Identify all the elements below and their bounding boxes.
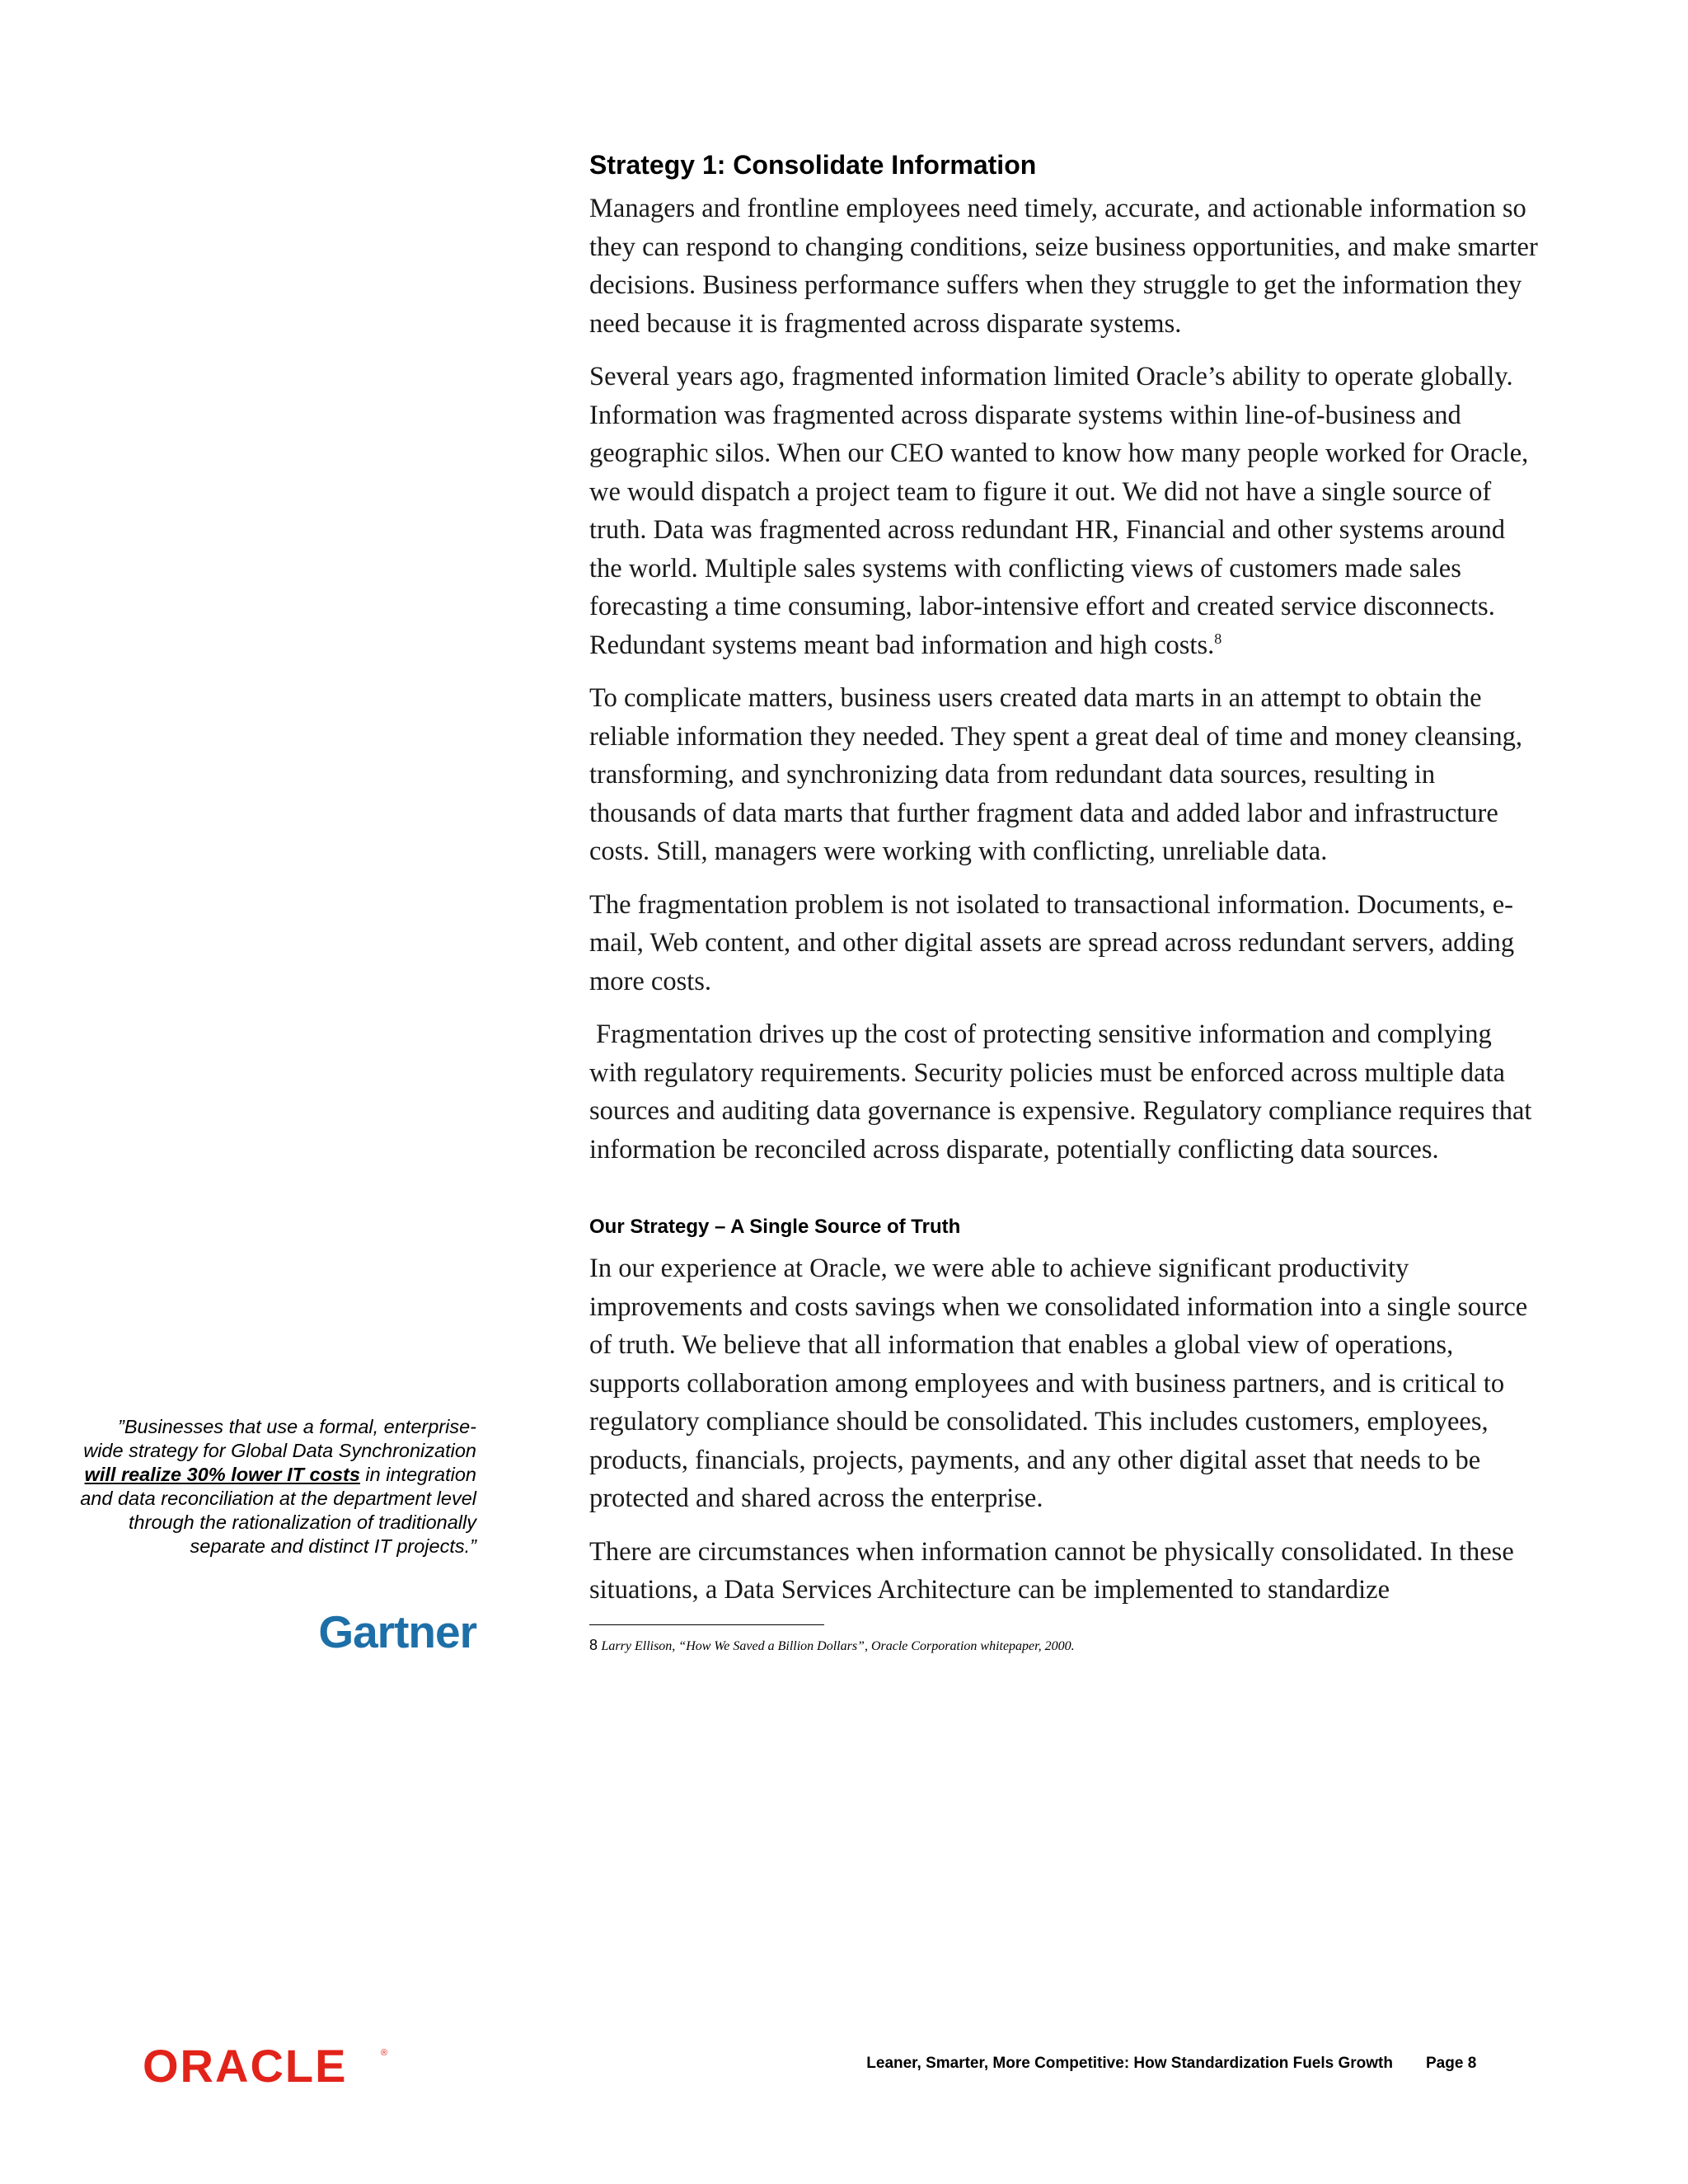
sidebar-quote: [78, 1415, 476, 1558]
quote-highlight: will realize 30% lower IT costs: [84, 1464, 360, 1485]
footer-title: Leaner, Smarter, More Competitive: How Standardization Fuels Growth: [866, 2055, 1393, 2072]
footnote-divider: [589, 1624, 824, 1625]
section-heading: Strategy 1: Consolidate Information: [589, 150, 1037, 180]
gartner-logo: Gartner: [318, 1606, 476, 1657]
paragraph: The fragmentation problem is not isolated to transactional information. Documents, e-mail, Web content, and other digital assets are spread across redundant servers, adding more costs.: [589, 889, 1515, 996]
quote-text-after: in integration and data reconciliation at the department level through the rationalization of traditionally separate and distinct IT projects.”: [80, 1464, 476, 1557]
main-column: [589, 148, 1541, 1654]
oracle-logo-text: ORACLE: [143, 2042, 348, 2092]
page-number: Page 8: [1426, 2055, 1477, 2072]
oracle-logo: [143, 2042, 390, 2092]
paragraph: To complicate matters, business users created data marts in an attempt to obtain the reliable information they needed. They spent a great deal of time and money cleansing, transforming, and synchronizing data from redundant data sources, resulting in thousands of data marts that further fragment data and added labor and infrastructure costs. Still, managers were working with conflicting, unreliable data.: [589, 683, 1522, 866]
paragraph: Managers and frontline employees need timely, accurate, and actionable information so they can respond to changing conditions, seize business opportunities, and make smarter decisions. Business performance suffers when they struggle to get the information they need because it is fragmented across disparate systems.: [589, 194, 1538, 339]
paragraph: In our experience at Oracle, we were able to achieve significant productivity improvements and costs savings when we consolidated information into a single source of truth. We believe that all information that enables a global view of operations, supports collaboration among employees and with business partners, and is critical to regulatory compliance should be consolidated. This includes customers, employees, products, financials, projects, payments, and any other digital asset that needs to be protected and shared across the enterprise.: [589, 1254, 1528, 1513]
paragraph: [589, 358, 1541, 664]
subsection-heading: Our Strategy – A Single Source of Truth: [589, 1216, 961, 1238]
paragraph: There are circumstances when information cannot be physically consolidated. In these situations, a Data Services Architecture can be implemented to standardize: [589, 1536, 1514, 1605]
footnote-number: 8: [589, 1636, 598, 1653]
section-gap: [589, 1183, 1541, 1215]
footnote-reference[interactable]: 8: [1214, 630, 1222, 647]
paragraph-text: Several years ago, fragmented information limited Oracle’s ability to operate globally. Information was fragmented across disparate systems within line-of-business and geographic silos. When our CEO wanted to know how many people worked for Oracle, we would dispatch a project team to figure it out. We did not have a single source of truth. Data was fragmented across redundant HR, Financial and other systems around the world. Multiple sales systems with conflicting views of customers made sales forecasting a time consuming, labor-intensive effort and created service disconnects. Redundant systems meant bad information and high costs.: [589, 362, 1529, 660]
quote-text-before: ”Businesses that use a formal, enterprise-wide strategy for Global Data Synchronization: [83, 1416, 476, 1461]
footnote: [589, 1637, 1541, 1654]
paragraph: Fragmentation drives up the cost of protecting sensitive information and complying with regulatory requirements. Security policies must be enforced across multiple data sources and auditing data governance is expensive. Regulatory compliance requires that information be reconciled across disparate, potentially conflicting data sources.: [589, 1019, 1532, 1165]
registered-mark-icon: ®: [381, 2048, 388, 2058]
footnote-text: Larry Ellison, “How We Saved a Billion Dollars”, Oracle Corporation whitepaper, 2000.: [601, 1638, 1075, 1653]
